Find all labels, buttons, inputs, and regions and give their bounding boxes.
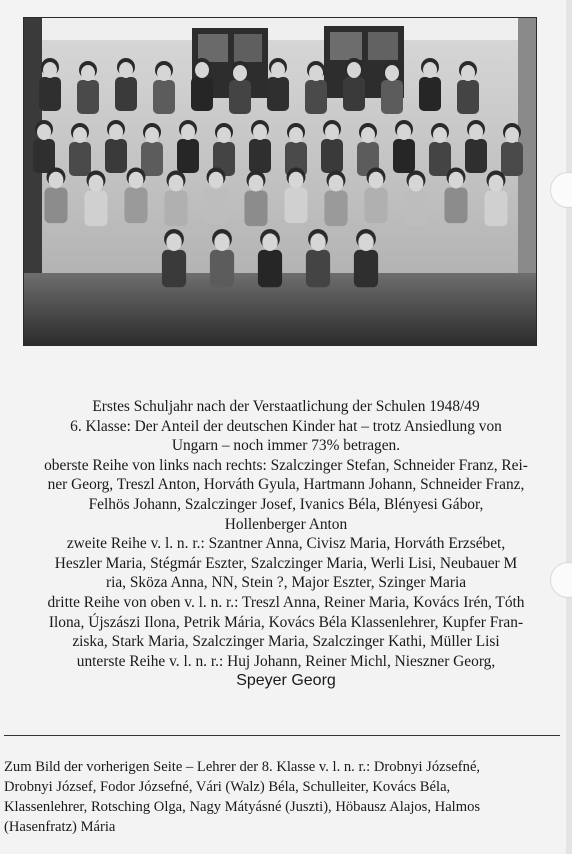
photo-figure: [164, 190, 187, 226]
photo-figure: [469, 124, 483, 140]
photo-figure: [444, 187, 467, 223]
class-photo-image: [24, 18, 536, 345]
note-line: Zum Bild der vorherigen Seite – Lehrer der 8. Klasse v. l. n. r.: Drobnyi Józsefné,: [4, 759, 481, 775]
photo-figure: [217, 127, 231, 143]
caption-line: oberste Reihe von links nach rechts: Szalczinger Stefan, Schneider Franz, Rei-: [44, 456, 528, 474]
photo-figure: [44, 187, 67, 223]
photo-figure: [233, 65, 247, 81]
photo-figure: [484, 190, 507, 226]
photo-figure: [214, 233, 229, 251]
photo-figure: [195, 62, 209, 78]
caption-title: Erstes Schuljahr nach der Verstaatlichung der Schulen 1948/49: [92, 398, 480, 415]
photo-figure: [39, 77, 61, 111]
photo-figure: [124, 187, 147, 223]
photo-figure: [162, 250, 186, 287]
photo-figure: [33, 139, 55, 173]
photo-figure: [253, 124, 267, 140]
photo-figure: [105, 139, 127, 173]
photo-figure: [325, 124, 339, 140]
photo-figure: [461, 65, 475, 81]
photo-figure: [306, 250, 330, 287]
photo-figure: [258, 250, 282, 287]
photo-figure: [129, 172, 144, 189]
caption-line: Speyer Georg: [236, 672, 336, 690]
photo-figure: [37, 124, 51, 140]
photo-figure: [369, 172, 384, 189]
photo-figure: [310, 233, 325, 251]
photo-figure: [244, 190, 267, 226]
photo-figure: [321, 139, 343, 173]
photo-figure: [433, 127, 447, 143]
photo-figure: [309, 65, 323, 81]
photo-figure: [157, 65, 171, 81]
photo-figure: [354, 250, 378, 287]
punch-hole: [550, 172, 572, 208]
caption-line: Heszler Maria, Stégmár Eszter, Szalczinger Maria, Werli Lisi, Neubauer M: [54, 554, 518, 572]
photo-figure: [271, 62, 285, 78]
photo-figure: [324, 190, 347, 226]
photo-figure: [329, 175, 344, 192]
photo-figure: [361, 127, 375, 143]
photo-figure: [305, 80, 327, 114]
note-line: Klassenlehrer, Rotsching Olga, Nagy Mátyásné (Juszti), Höbausz Alajos, Halmos: [4, 799, 481, 815]
photo-figure: [409, 175, 424, 192]
photo-caption: [0, 397, 572, 691]
photo-figure: [267, 77, 289, 111]
previous-page-note: [4, 757, 564, 837]
photo-figure: [204, 187, 227, 223]
photo-figure: [177, 139, 199, 173]
photo-figure: [191, 77, 213, 111]
photo-figure: [262, 233, 277, 251]
photo-figure: [141, 142, 163, 176]
photo-figure: [181, 124, 195, 140]
photo-figure: [73, 127, 87, 143]
caption-line: zweite Reihe v. l. n. r.: Szantner Anna, Civisz Maria, Horváth Erzsébet,: [66, 535, 506, 553]
caption-line: ziska, Stark Maria, Szalczinger Maria, Szalczinger Kathi, Müller Lisi: [72, 633, 500, 651]
photo-figure: [109, 124, 123, 140]
photo-figure: [364, 187, 387, 223]
note-line: Drobnyi József, Fodor Józsefné, Vári (Walz) Béla, Schulleiter, Kovács Béla,: [4, 779, 451, 795]
photo-figure: [381, 80, 403, 114]
photo-figure: [77, 80, 99, 114]
photo-figure: [49, 172, 64, 189]
class-photo: [23, 17, 537, 346]
photo-figure: [43, 62, 57, 78]
caption-line: ria, Sköza Anna, NN, Stein ?, Major Eszter, Szinger Maria: [105, 574, 467, 592]
photo-figure: [343, 77, 365, 111]
photo-figure: [289, 127, 303, 143]
photo-figure: [457, 80, 479, 114]
photo-figure: [404, 190, 427, 226]
photo-figure: [169, 175, 184, 192]
photo-figure: [249, 139, 271, 173]
photo-figure: [81, 65, 95, 81]
photo-figure: [358, 233, 373, 251]
photo-figure: [115, 77, 137, 111]
caption-line: Hollenberger Anton: [224, 515, 348, 533]
photo-figure: [119, 62, 133, 78]
photo-figure: [489, 175, 504, 192]
photo-figure: [423, 62, 437, 78]
photo-figure: [419, 77, 441, 111]
photo-figure: [166, 233, 181, 251]
section-divider: [4, 735, 560, 736]
caption-line: Felhös Johann, Szalczinger Josef, Ivanics Béla, Blényesi Gábor,: [88, 495, 484, 513]
caption-line: ner Georg, Treszl Anton, Horváth Gyula, Hartmann Johann, Schneider Franz,: [47, 476, 525, 494]
photo-figure: [505, 127, 519, 143]
photo-figure: [397, 124, 411, 140]
caption-line: dritte Reihe von oben v. l. n. r.: Treszl Anna, Reiner Maria, Kovács Irén, Tóth: [47, 593, 525, 611]
photo-figure: [153, 80, 175, 114]
caption-line: unterste Reihe v. l. n. r.: Huj Johann, Reiner Michl, Nieszner Georg,: [76, 652, 496, 670]
photo-figure: [229, 80, 251, 114]
photo-figure: [449, 172, 464, 189]
photo-figure: [501, 142, 523, 176]
photo-figure: [89, 175, 104, 192]
photo-figure: [84, 190, 107, 226]
photo-figure: [289, 172, 304, 189]
photo-figure: [429, 142, 451, 176]
caption-line: Ungarn – noch immer 73% betragen.: [171, 437, 401, 455]
photo-figure: [393, 139, 415, 173]
note-line: (Hasenfratz) Mária: [4, 819, 116, 835]
caption-line: Ilona, Újszászi Ilona, Petrik Mária, Kovács Béla Klassenlehrer, Kupfer Fran-: [48, 613, 524, 631]
photo-figure: [347, 62, 361, 78]
photo-figure: [145, 127, 159, 143]
photo-figure: [284, 187, 307, 223]
photo-figure: [249, 175, 264, 192]
caption-line: 6. Klasse: Der Anteil der deutschen Kinder hat – trotz Ansiedlung von: [70, 417, 502, 435]
photo-figure: [210, 250, 234, 287]
photo-figure: [69, 142, 91, 176]
photo-figure: [209, 172, 224, 189]
photo-figure: [385, 65, 399, 81]
photo-figure: [465, 139, 487, 173]
